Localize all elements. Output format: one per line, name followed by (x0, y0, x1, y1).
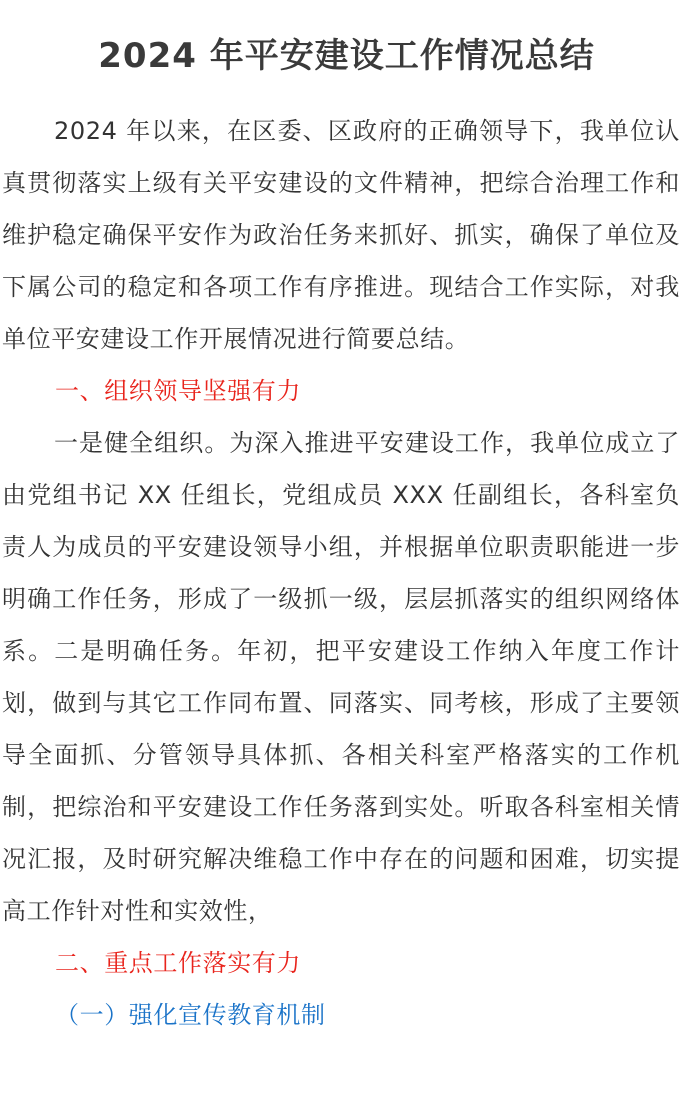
intro-paragraph: 2024 年以来，在区委、区政府的正确领导下，我单位认真贯彻落实上级有关平安建设的文件精神，把综合治理工作和维护稳定确保平安作为政治任务来抓好、抓实，确保了单位及下属公司的稳定和各项工作有序推进。现结合工作实际，对我单位平安建设工作开展情况进行简要总结。 (2, 117, 680, 353)
section-heading-organization: 一、组织领导坚强有力 (55, 377, 301, 405)
subsection-heading-publicity: （一）强化宣传教育机制 (55, 1001, 326, 1029)
section-heading-key-work: 二、重点工作落实有力 (55, 949, 301, 977)
document-title: 2024 年平安建设工作情况总结 (98, 36, 595, 76)
section-paragraph-organization: 一是健全组织。为深入推进平安建设工作，我单位成立了由党组书记 XX 任组长，党组成员 XXX 任副组长，各科室负责人为成员的平安建设领导小组，并根据单位职责职能进一步明确工作任务，形成了一级抓一级，层层抓落实的组织网络体系。二是明确任务。年初，把平安建设工作纳入年度工作计划，做到与其它工作同布置、同落实、同考核，形成了主要领导全面抓、分管领导具体抓、各相关科室严格落实的工作机制，把综治和平安建设工作任务落到实处。听取各科室相关情况汇报，及时研究解决维稳工作中存在的问题和困难，切实提高工作针对性和实效性， (2, 429, 680, 925)
